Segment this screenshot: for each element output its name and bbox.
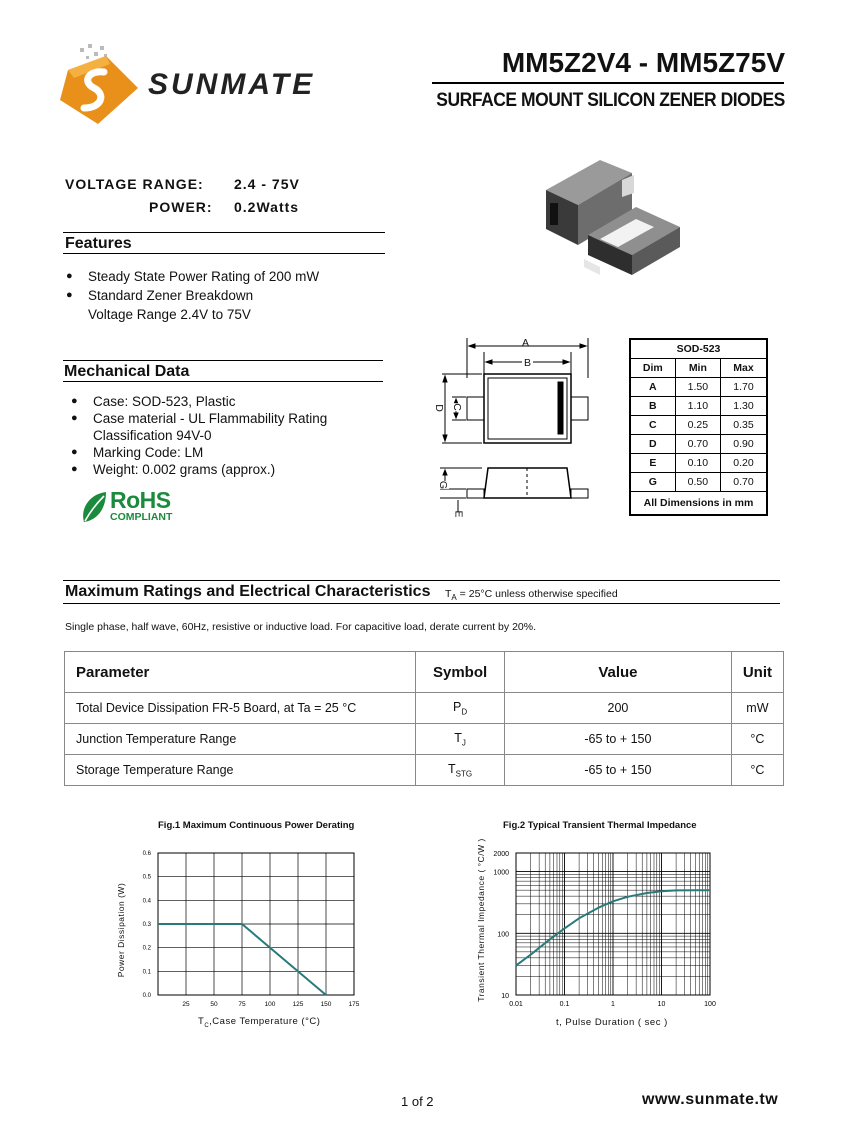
y-tick-label: 0.0 <box>142 993 151 999</box>
title-divider <box>432 82 784 84</box>
table-cell: 0.20 <box>721 454 767 473</box>
symbol-subscript: D <box>461 707 468 717</box>
table-cell: 0.50 <box>675 473 720 492</box>
xlabel-subscript: C <box>204 1022 210 1029</box>
ratings-heading: Maximum Ratings and Electrical Characteristics <box>65 583 431 600</box>
table-cell: °C <box>731 755 783 786</box>
dim-label-a: A <box>522 337 530 349</box>
package-outline-drawing <box>432 336 597 521</box>
list-item: ● Case material - UL Flammability Rating <box>69 410 379 427</box>
brand-wordmark: SUNMATE <box>148 68 316 101</box>
x-tick-label: 125 <box>292 1001 304 1008</box>
dim-label-g: G <box>437 480 450 490</box>
x-tick-label: 1 <box>611 1001 615 1008</box>
chart-2-xlabel: t, Pulse Duration ( sec ) <box>556 1017 668 1028</box>
symbol-subscript: STG <box>455 769 473 779</box>
dim-label-d: D <box>432 404 445 412</box>
table-cell: B <box>630 397 675 416</box>
y-tick-label: 100 <box>497 931 509 939</box>
table-header-row <box>65 652 784 693</box>
list-item: ● Standard Zener Breakdown <box>64 286 384 305</box>
features-top-rule <box>63 232 385 233</box>
table-cell: 0.35 <box>721 416 767 435</box>
product-subtitle: SURFACE MOUNT SILICON ZENER DIODES <box>436 90 785 111</box>
dim-label-c: C <box>450 403 463 411</box>
table-cell <box>416 693 505 724</box>
chart-1-xlabel <box>198 1016 320 1029</box>
symbol-text: P <box>453 699 462 714</box>
symbol-subscript: J <box>461 738 466 748</box>
y-tick-label: 1000 <box>493 869 509 877</box>
table-cell: °C <box>731 724 783 755</box>
table-cell: 0.10 <box>675 454 720 473</box>
y-tick-label: 0.5 <box>142 874 151 881</box>
table-cell <box>416 724 505 755</box>
y-tick-label: 0.6 <box>142 851 151 857</box>
company-logo <box>58 42 328 128</box>
rohs-text: RoHS <box>110 487 171 513</box>
table-cell: Total Device Dissipation FR-5 Board, at Ta = 25 °C <box>65 693 416 724</box>
column-header: Symbol <box>416 652 505 693</box>
x-tick-label: 0.01 <box>509 1001 523 1008</box>
x-tick-label: 150 <box>320 1001 332 1008</box>
x-tick-label: 100 <box>704 1001 716 1008</box>
table-cell <box>416 755 505 786</box>
table-row <box>630 473 767 492</box>
mechanical-top-rule <box>63 360 383 361</box>
voltage-range-label: VOLTAGE RANGE: <box>65 176 204 192</box>
thermal-impedance-chart <box>478 838 728 1013</box>
y-tick-label: 0.3 <box>142 922 151 928</box>
x-tick-label: 75 <box>238 1001 246 1008</box>
table-cell: Junction Temperature Range <box>65 724 416 755</box>
table-cell: C <box>630 416 675 435</box>
y-tick-label: 10 <box>501 993 509 1000</box>
table-cell: 0.70 <box>721 473 767 492</box>
list-item: ● Steady State Power Rating of 200 mW <box>64 267 384 286</box>
rohs-compliant-text: COMPLIANT <box>110 511 173 523</box>
dimensions-note: All Dimensions in mm <box>630 492 767 516</box>
list-item: ● Marking Code: LM <box>69 444 379 461</box>
dim-label-e: E <box>452 510 465 518</box>
page-number: 1 of 2 <box>401 1094 434 1109</box>
ratings-condition <box>445 588 618 602</box>
power-derating-chart <box>120 838 380 1038</box>
x-tick-label: 10 <box>657 1001 666 1008</box>
mechanical-heading: Mechanical Data <box>64 363 190 380</box>
chart-2-ylabel: Transient Thermal Impedance ( °C/W ) <box>476 838 486 1002</box>
table-cell: mW <box>731 693 783 724</box>
column-header: Min <box>675 359 720 378</box>
website-url: www.sunmate.tw <box>642 1091 779 1108</box>
chart-1-title: Fig.1 Maximum Continuous Power Derating <box>158 820 355 831</box>
dimensions-table <box>629 338 768 516</box>
table-cell: Storage Temperature Range <box>65 755 416 786</box>
table-row <box>630 416 767 435</box>
table-cell: E <box>630 454 675 473</box>
dim-label-b: B <box>524 357 532 369</box>
table-cell: A <box>630 378 675 397</box>
table-row <box>65 724 784 755</box>
list-item: ● Weight: 0.002 grams (approx.) <box>69 461 379 478</box>
table-row <box>630 435 767 454</box>
table-row <box>65 693 784 724</box>
xlabel-symbol: T <box>198 1016 205 1027</box>
list-item-continuation: Voltage Range 2.4V to 75V <box>88 307 251 322</box>
condition-subscript: A <box>451 593 457 603</box>
ratings-note: Single phase, half wave, 60Hz, resistive or inductive load. For capacitive load, derate current by 20%. <box>65 621 536 633</box>
rohs-badge <box>80 488 190 526</box>
symbol-text: T <box>448 761 456 776</box>
x-tick-label: 50 <box>210 1001 218 1008</box>
chart-2-title: Fig.2 Typical Transient Thermal Impedance <box>503 820 697 831</box>
y-tick-label: 2000 <box>493 851 509 858</box>
table-row <box>630 454 767 473</box>
x-tick-label: 175 <box>348 1001 360 1008</box>
y-tick-label: 0.4 <box>142 898 151 905</box>
list-item: ● Case: SOD-523, Plastic <box>69 393 379 410</box>
part-range-title: MM5Z2V4 - MM5Z75V <box>501 47 785 78</box>
list-item-continuation: Classification 94V-0 <box>93 428 212 443</box>
table-cell: 1.70 <box>721 378 767 397</box>
table-header-row <box>630 359 767 378</box>
chart-1-ylabel: Power Dissipation (W) <box>116 882 126 978</box>
table-cell: 0.25 <box>675 416 720 435</box>
ratings-bottom-rule <box>63 603 780 604</box>
package-photo <box>540 155 685 280</box>
mechanical-list <box>69 393 379 478</box>
column-header: Max <box>721 359 767 378</box>
features-list <box>64 267 384 324</box>
power-label: POWER: <box>149 199 213 215</box>
condition-symbol: T <box>445 588 452 600</box>
table-row <box>630 397 767 416</box>
column-header: Parameter <box>65 652 416 693</box>
table-cell: 0.90 <box>721 435 767 454</box>
features-bottom-rule <box>63 253 385 254</box>
symbol-text: T <box>454 730 462 745</box>
x-tick-label: 25 <box>182 1001 190 1008</box>
table-row <box>630 378 767 397</box>
table-cell: -65 to + 150 <box>505 724 732 755</box>
table-cell: 1.50 <box>675 378 720 397</box>
ratings-top-rule <box>63 580 780 581</box>
column-header: Unit <box>731 652 783 693</box>
xlabel-text: ,Case Temperature (°C) <box>209 1016 321 1027</box>
table-cell: -65 to + 150 <box>505 755 732 786</box>
voltage-range-value: 2.4 - 75V <box>234 176 300 192</box>
table-row <box>65 755 784 786</box>
table-cell: G <box>630 473 675 492</box>
table-cell: 200 <box>505 693 732 724</box>
package-name-header: SOD-523 <box>630 339 767 359</box>
power-value: 0.2Watts <box>234 199 300 215</box>
ratings-table <box>64 651 784 786</box>
features-heading: Features <box>65 235 132 252</box>
table-cell: D <box>630 435 675 454</box>
column-header: Dim <box>630 359 675 378</box>
y-tick-label: 0.1 <box>142 969 151 976</box>
leaf-icon <box>80 490 108 524</box>
table-cell: 0.70 <box>675 435 720 454</box>
table-cell: 1.30 <box>721 397 767 416</box>
column-header: Value <box>505 652 732 693</box>
table-cell: 1.10 <box>675 397 720 416</box>
y-tick-label: 0.2 <box>142 945 151 952</box>
x-tick-label: 100 <box>264 1001 276 1008</box>
mechanical-bottom-rule <box>63 381 383 382</box>
condition-text: = 25°C unless otherwise specified <box>456 588 618 600</box>
x-tick-label: 0.1 <box>559 1001 570 1008</box>
